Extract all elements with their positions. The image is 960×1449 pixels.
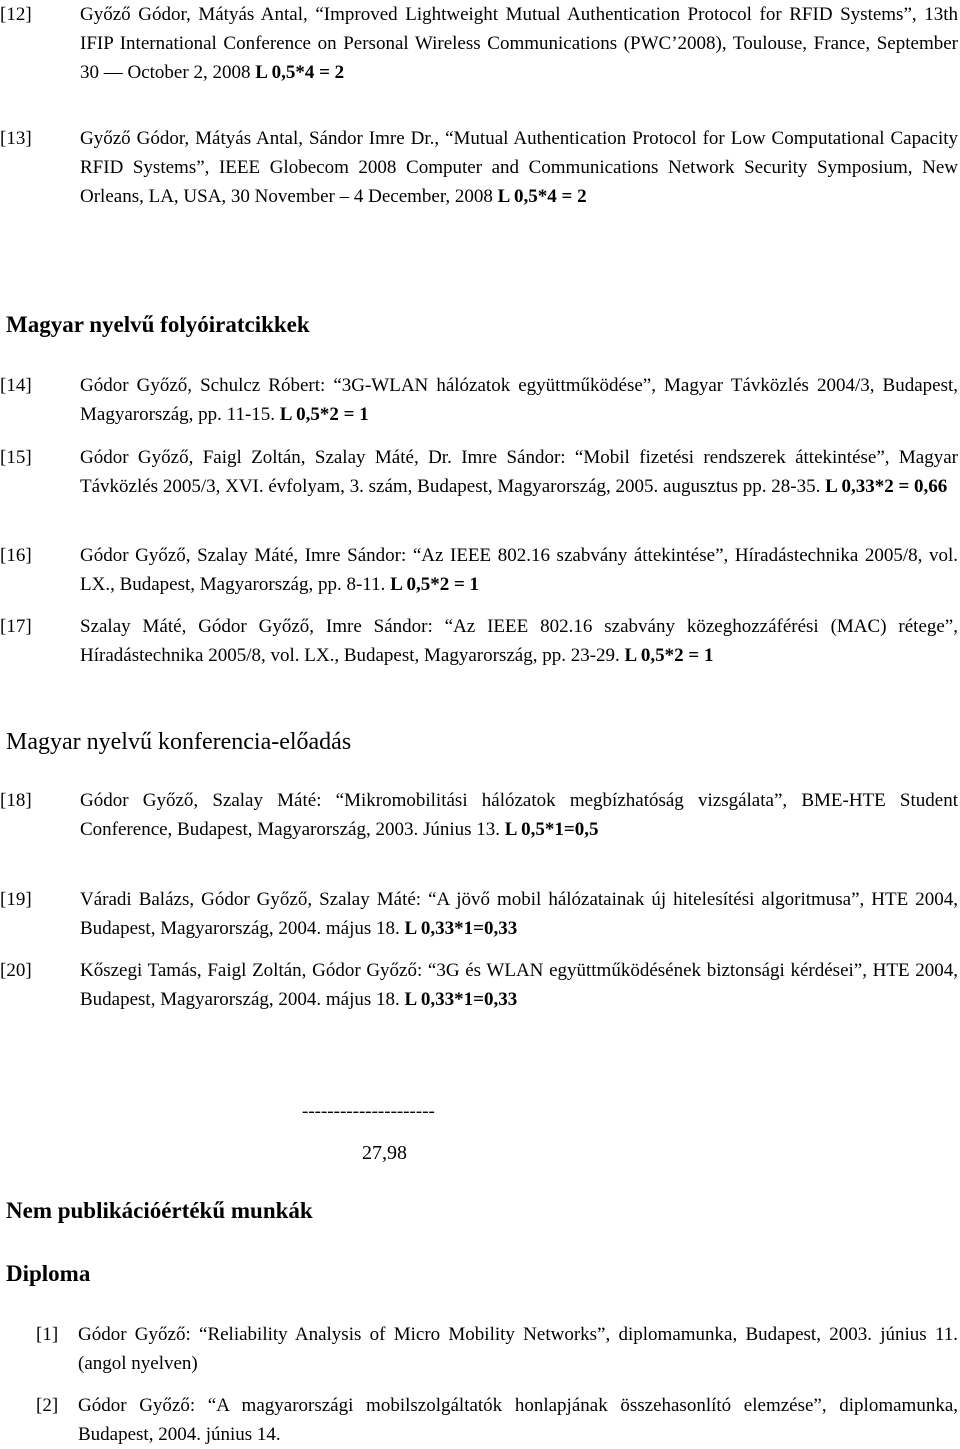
reference-citation: Kőszegi Tamás, Faigl Zoltán, Gódor Győző: “3G és WLAN együttműködésének biztonsági kérdései”, HTE 2004, Budapest, Magyarország, 2004. május 18.	[80, 960, 958, 1010]
diploma-reference-2	[0, 1391, 958, 1449]
reference-score: L 0,5*4 = 2	[497, 186, 587, 207]
reference-number: [2]	[36, 1395, 59, 1416]
reference-score: L 0,5*1=0,5	[504, 819, 599, 840]
reference-17	[0, 612, 958, 670]
reference-text: Gódor Győző: “A magyarországi mobilszolgáltatók honlapjának összehasonlító elemzése”, diplomamunka, Budapest, 2004. június 14.	[78, 1395, 958, 1445]
sum-divider-line: ---------------------	[302, 1101, 435, 1122]
reference-18	[0, 786, 958, 844]
reference-score: L 0,5*4 = 2	[255, 62, 345, 83]
section-heading-conference: Magyar nyelvű konferencia-előadás	[6, 729, 352, 755]
reference-score: L 0,33*2 = 0,66	[825, 476, 948, 497]
reference-number: [15]	[0, 447, 32, 468]
reference-citation: Gódor Győző, Szalay Máté, Imre Sándor: “Az IEEE 802.16 szabvány áttekintése”, Híradástechnika 2005/8, vol. LX., Budapest, Magyarország, pp. 8-11.	[80, 545, 958, 595]
reference-text: Gódor Győző: “Reliability Analysis of Micro Mobility Networks”, diplomamunka, Budapest, 2003. június 11. (angol nyelven)	[78, 1324, 958, 1374]
reference-number: [20]	[0, 960, 32, 981]
reference-number: [1]	[36, 1324, 59, 1345]
reference-citation: Váradi Balázs, Gódor Győző, Szalay Máté: “A jövő mobil hálózatainak új hitelesítési algoritmusa”, HTE 2004, Budapest, Magyarország, 2004. május 18.	[80, 889, 958, 939]
reference-12	[0, 0, 958, 87]
reference-score: L 0,33*1=0,33	[404, 918, 518, 939]
reference-score: L 0,5*2 = 1	[624, 645, 714, 666]
reference-number: [13]	[0, 128, 32, 149]
reference-text	[80, 124, 958, 211]
reference-citation: Gódor Győző, Schulcz Róbert: “3G-WLAN hálózatok együttműködése”, Magyar Távközlés 2004/3, Budapest, Magyarország, pp. 11-15.	[80, 375, 958, 425]
reference-score: L 0,33*1=0,33	[404, 989, 518, 1010]
reference-citation: Győző Gódor, Mátyás Antal, “Improved Lightweight Mutual Authentication Protocol for RFID Systems”, 13th IFIP International Conference on Personal Wireless Communications (PWC’2008), Toulouse, France, September 30 — October 2, 2008	[80, 4, 958, 83]
reference-text	[80, 0, 958, 87]
reference-text	[80, 443, 958, 501]
sum-total: 27,98	[362, 1142, 407, 1164]
reference-19	[0, 885, 958, 943]
reference-citation: Gódor Győző, Faigl Zoltán, Szalay Máté, Dr. Imre Sándor: “Mobil fizetési rendszerek áttekintése”, Magyar Távközlés 2005/3, XVI. évfolyam, 3. szám, Budapest, Magyarország, 2005. augusztus pp. 28-35.	[80, 447, 958, 497]
reference-number: [17]	[0, 616, 32, 637]
section-heading-nonpublication: Nem publikációértékű munkák	[6, 1198, 313, 1223]
reference-text	[80, 541, 958, 599]
reference-13	[0, 124, 958, 211]
reference-number: [16]	[0, 545, 32, 566]
reference-citation: Győző Gódor, Mátyás Antal, Sándor Imre Dr., “Mutual Authentication Protocol for Low Computational Capacity RFID Systems”, IEEE Globecom 2008 Computer and Communications Network Security Symposium, New Orleans, LA, USA, 30 November – 4 December, 2008	[80, 128, 958, 207]
reference-score: L 0,5*2 = 1	[279, 404, 369, 425]
reference-text	[80, 612, 958, 670]
reference-14	[0, 371, 958, 429]
reference-text	[80, 885, 958, 943]
reference-score: L 0,5*2 = 1	[390, 574, 480, 595]
reference-16	[0, 541, 958, 599]
section-heading-diploma: Diploma	[6, 1261, 91, 1286]
diploma-reference-1	[0, 1320, 958, 1378]
reference-text	[80, 786, 958, 844]
reference-text	[80, 956, 958, 1014]
reference-citation: Gódor Győző, Szalay Máté: “Mikromobilitási hálózatok megbízhatóság vizsgálata”, BME-HTE Student Conference, Budapest, Magyarország, 2003. Június 13.	[80, 790, 958, 840]
reference-citation: Szalay Máté, Gódor Győző, Imre Sándor: “Az IEEE 802.16 szabvány közeghozzáférési (MAC) rétege”, Híradástechnika 2005/8, vol. LX., Budapest, Magyarország, pp. 23-29.	[80, 616, 958, 666]
reference-text	[80, 371, 958, 429]
reference-number: [19]	[0, 889, 32, 910]
reference-number: [14]	[0, 375, 32, 396]
section-heading-journal: Magyar nyelvű folyóiratcikkek	[6, 312, 310, 337]
reference-number: [12]	[0, 4, 32, 25]
reference-20	[0, 956, 958, 1014]
reference-number: [18]	[0, 790, 32, 811]
reference-15	[0, 443, 958, 501]
